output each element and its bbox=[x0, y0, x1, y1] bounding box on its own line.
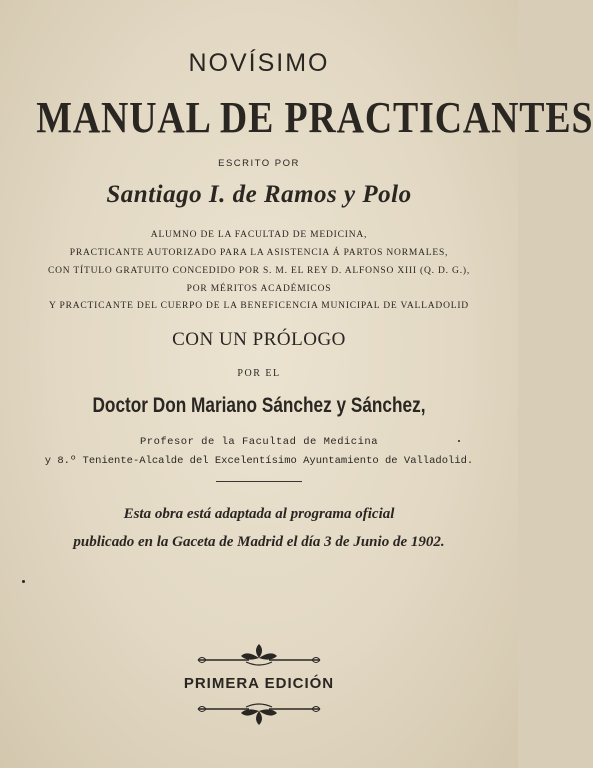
bottom-ornament-icon bbox=[194, 701, 324, 729]
divider-rule bbox=[216, 481, 302, 482]
main-title: MANUAL DE PRACTICANTES bbox=[36, 93, 593, 142]
credential-line: Y PRACTICANTE DEL CUERPO DE LA BENEFICENCIA MUNICIPAL DE VALLADOLID bbox=[49, 301, 469, 311]
ink-speck bbox=[458, 440, 460, 442]
written-by-label: ESCRITO POR bbox=[218, 158, 300, 169]
prologue-author: Doctor Don Mariano Sánchez y Sánchez, bbox=[92, 394, 426, 417]
prologue-label: CON UN PRÓLOGO bbox=[172, 329, 346, 350]
prologue-author-title: y 8.º Teniente-Alcalde del Excelentísimo Ayuntamiento de Valladolid. bbox=[44, 455, 474, 467]
credential-line: CON TÍTULO GRATUITO CONCEDIDO POR S. M. EL REY D. ALFONSO XIII (Q. D. G.), bbox=[47, 266, 471, 276]
title-line-1: NOVÍSIMO bbox=[188, 49, 330, 77]
prologue-author-title: Profesor de la Facultad de Medicina bbox=[139, 436, 379, 448]
by-label: POR EL bbox=[237, 368, 281, 379]
ink-speck bbox=[22, 580, 25, 583]
edition-label: PRIMERA EDICIÓN bbox=[183, 675, 335, 692]
author-name: Santiago I. de Ramos y Polo bbox=[106, 181, 412, 208]
top-ornament-icon bbox=[194, 640, 324, 668]
adaptation-note-line: publicado en la Gaceta de Madrid el día 3 de Junio de 1902. bbox=[73, 534, 445, 550]
credential-line: POR MÉRITOS ACADÉMICOS bbox=[186, 284, 332, 294]
credential-line: PRACTICANTE AUTORIZADO PARA LA ASISTENCIA Á PARTOS NORMALES, bbox=[69, 248, 449, 258]
adaptation-note-line: Esta obra está adaptada al programa oficial bbox=[123, 506, 395, 522]
credential-line: ALUMNO DE LA FACULTAD DE MEDICINA, bbox=[150, 230, 368, 240]
